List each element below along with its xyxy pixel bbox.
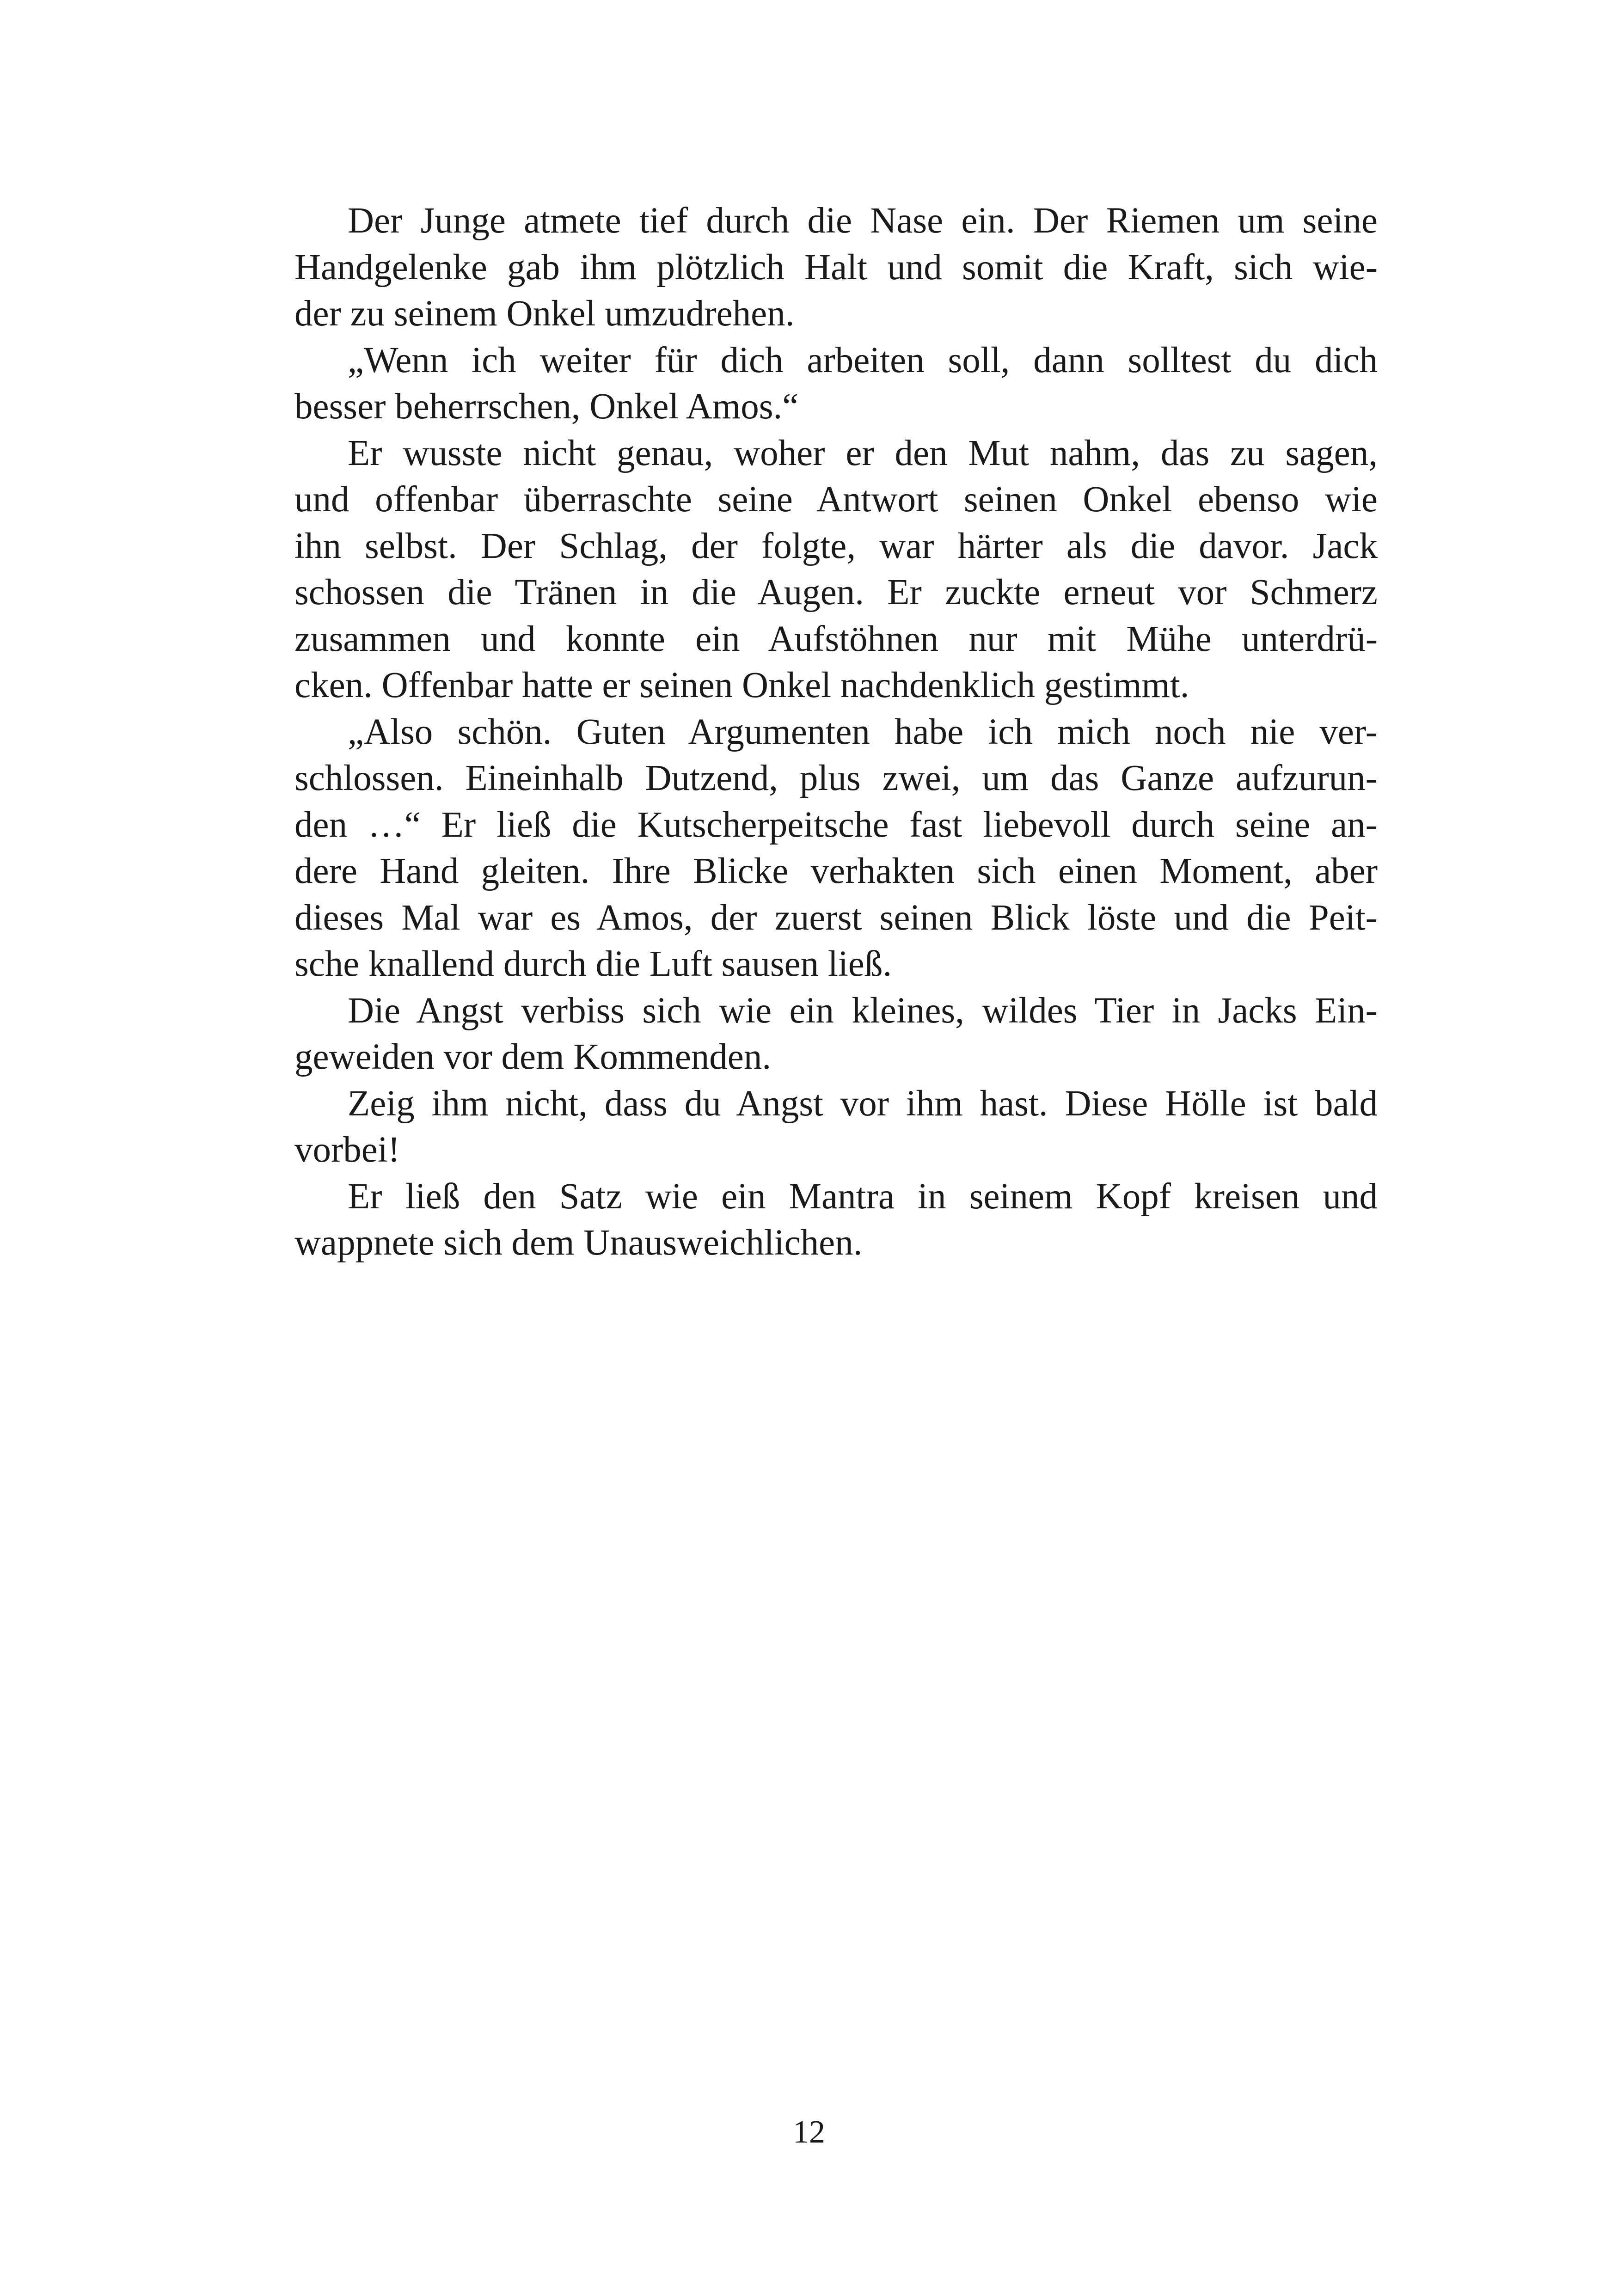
text-line: schossen die Tränen in die Augen. Er zuckte erneut vor Schmerz — [294, 572, 1378, 612]
text-line: zusammen und konnte ein Aufstöhnen nur mit Mühe unterdrü- — [294, 618, 1378, 659]
paragraph-6 — [241, 1081, 1378, 1174]
text-line: vorbei! — [294, 1130, 400, 1170]
text-line: geweiden vor dem Kommenden. — [294, 1037, 772, 1077]
text-line: sche knallend durch die Luft sausen ließ. — [294, 944, 892, 984]
text-line: den …“ Er ließ die Kutscherpeitsche fast liebevoll durch seine an- — [294, 804, 1378, 845]
text-line: ihn selbst. Der Schlag, der folgte, war härter als die davor. Jack — [294, 526, 1378, 566]
text-line: Der Junge atmete tief durch die Nase ein. Der Riemen um seine — [348, 201, 1378, 241]
text-line: Zeig ihm nicht, dass du Angst vor ihm hast. Diese Hölle ist bald — [348, 1083, 1378, 1124]
text-line: besser beherrschen, Onkel Amos.“ — [294, 386, 799, 427]
text-line: der zu seinem Onkel umzudrehen. — [294, 294, 795, 334]
paragraph-1 — [241, 198, 1378, 337]
paragraph-2 — [241, 337, 1378, 430]
text-line: „Also schön. Guten Argumenten habe ich mich noch nie ver- — [348, 711, 1378, 752]
page-number: 12 — [793, 2114, 825, 2150]
text-line: cken. Offenbar hatte er seinen Onkel nachdenklich gestimmt. — [294, 665, 1189, 705]
text-line: Er ließ den Satz wie ein Mantra in seinem Kopf kreisen und — [348, 1176, 1378, 1217]
text-line: Er wusste nicht genau, woher er den Mut nahm, das zu sagen, — [348, 433, 1378, 473]
text-line: dieses Mal war es Amos, der zuerst seinen Blick löste und die Peit- — [294, 897, 1378, 938]
paragraph-4 — [241, 709, 1378, 988]
paragraph-7 — [241, 1174, 1378, 1267]
paragraph-5 — [241, 988, 1378, 1081]
text-line: und offenbar überraschte seine Antwort seinen Onkel ebenso wie — [294, 479, 1378, 520]
text-line: dere Hand gleiten. Ihre Blicke verhakten sich einen Moment, aber — [294, 851, 1378, 891]
body-text — [241, 198, 1378, 1267]
text-line: Handgelenke gab ihm plötzlich Halt und somit die Kraft, sich wie- — [294, 247, 1378, 288]
paragraph-3 — [241, 430, 1378, 709]
text-line: „Wenn ich weiter für dich arbeiten soll, dann solltest du dich — [348, 340, 1378, 380]
text-line: wappnete sich dem Unausweichlichen. — [294, 1223, 863, 1263]
text-line: Die Angst verbiss sich wie ein kleines, wildes Tier in Jacks Ein- — [348, 990, 1378, 1031]
text-line: schlossen. Eineinhalb Dutzend, plus zwei, um das Ganze aufzurun- — [294, 758, 1378, 798]
